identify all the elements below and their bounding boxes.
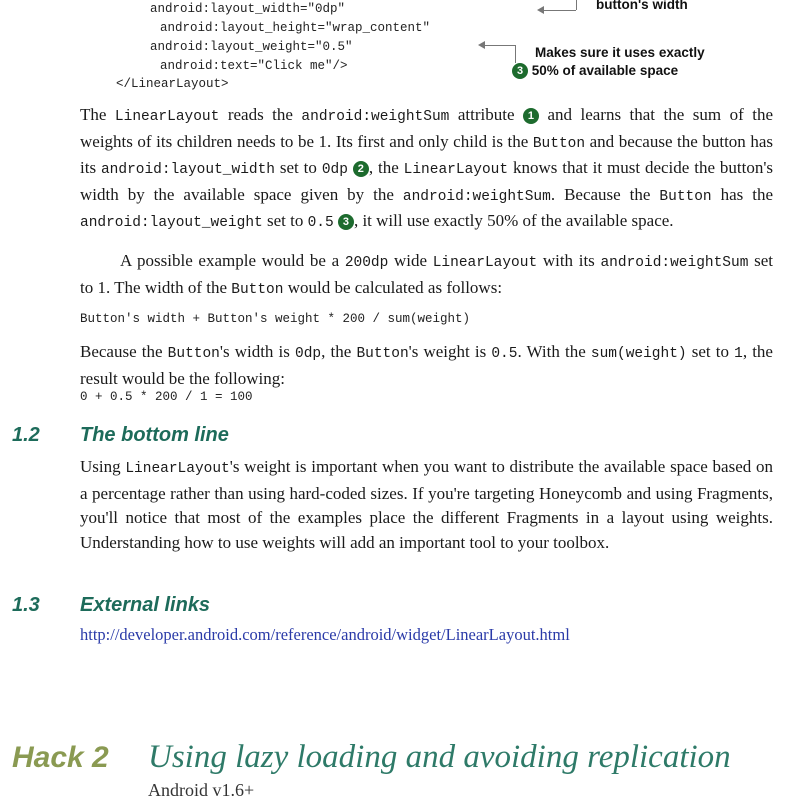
- section-title: External links: [80, 594, 211, 616]
- hack-label: Hack 2: [12, 741, 109, 774]
- paragraph-weightsum: The LinearLayout reads the android:weightSum attribute 1 and learns that the sum of the weights of its children needs to be 1. Its first and only child is the Button and because the button has its android:layout_width set to 0dp 2 , the LinearLayout knows that it must decide the button's width by the available space given by the android:weightSum. Because the Button has the android:layout_weight set to 0.5 3 , it will use exactly 50% of the available space.: [80, 105, 774, 231]
- code-formula: Button's width + Button's weight * 200 / sum(weight): [80, 312, 471, 326]
- callout-line: [544, 10, 576, 11]
- callout-3: [512, 62, 678, 80]
- callout-3-line1: Makes sure it uses exactly: [535, 45, 705, 60]
- code-line: android:layout_height="wrap_content": [160, 21, 431, 35]
- code-listing: [0, 0, 800, 92]
- paragraph-example: A possible example would be a 200dp wide LinearLayout with its android:weightSum set to 1. The width of the Button would be calculated as follows:: [80, 251, 773, 298]
- callout-line: [576, 0, 577, 10]
- callout-number-3-icon: 3: [512, 63, 528, 79]
- arrowhead-icon: [478, 41, 485, 49]
- code-line: android:layout_width="0dp": [150, 2, 346, 16]
- code-line: android:layout_weight="0.5": [150, 40, 353, 54]
- paragraph-bottom-line: Using LinearLayout's weight is important when you want to distribute the available space based on a percentage rather than using hard-coded sizes. If you're targeting Honeycomb and using Fragments, you'll notice that most of the examples place the different Fragments in a layout using weights. Understanding how to use weights will add an important tool to your toolbox.: [80, 457, 773, 552]
- code-line: android:text="Click me"/>: [160, 59, 348, 73]
- hack-subtitle: Android v1.6+: [148, 780, 255, 800]
- code-result: 0 + 0.5 * 200 / 1 = 100: [80, 390, 253, 404]
- callout-3-line2: 50% of available space: [531, 63, 679, 78]
- arrowhead-icon: [537, 6, 544, 14]
- section-number: 1.2: [12, 424, 40, 446]
- external-link[interactable]: http://developer.android.com/reference/android/widget/LinearLayout.html: [80, 625, 570, 644]
- section-title: The bottom line: [80, 424, 229, 446]
- callout-line: [485, 45, 515, 46]
- paragraph-result: Because the Button's width is 0dp, the Button's weight is 0.5. With the sum(weight) set to 1, the result would be the following:: [80, 342, 773, 388]
- callout-line: [515, 45, 516, 63]
- section-number: 1.3: [12, 594, 40, 616]
- callout-number-3-icon: 3: [338, 214, 354, 230]
- callout-number-1-icon: 1: [523, 108, 539, 124]
- callout-2-text: button's width: [596, 0, 688, 12]
- callout-number-2-icon: 2: [353, 161, 369, 177]
- code-line: </LinearLayout>: [116, 77, 229, 91]
- hack-title: Using lazy loading and avoiding replication: [148, 739, 731, 775]
